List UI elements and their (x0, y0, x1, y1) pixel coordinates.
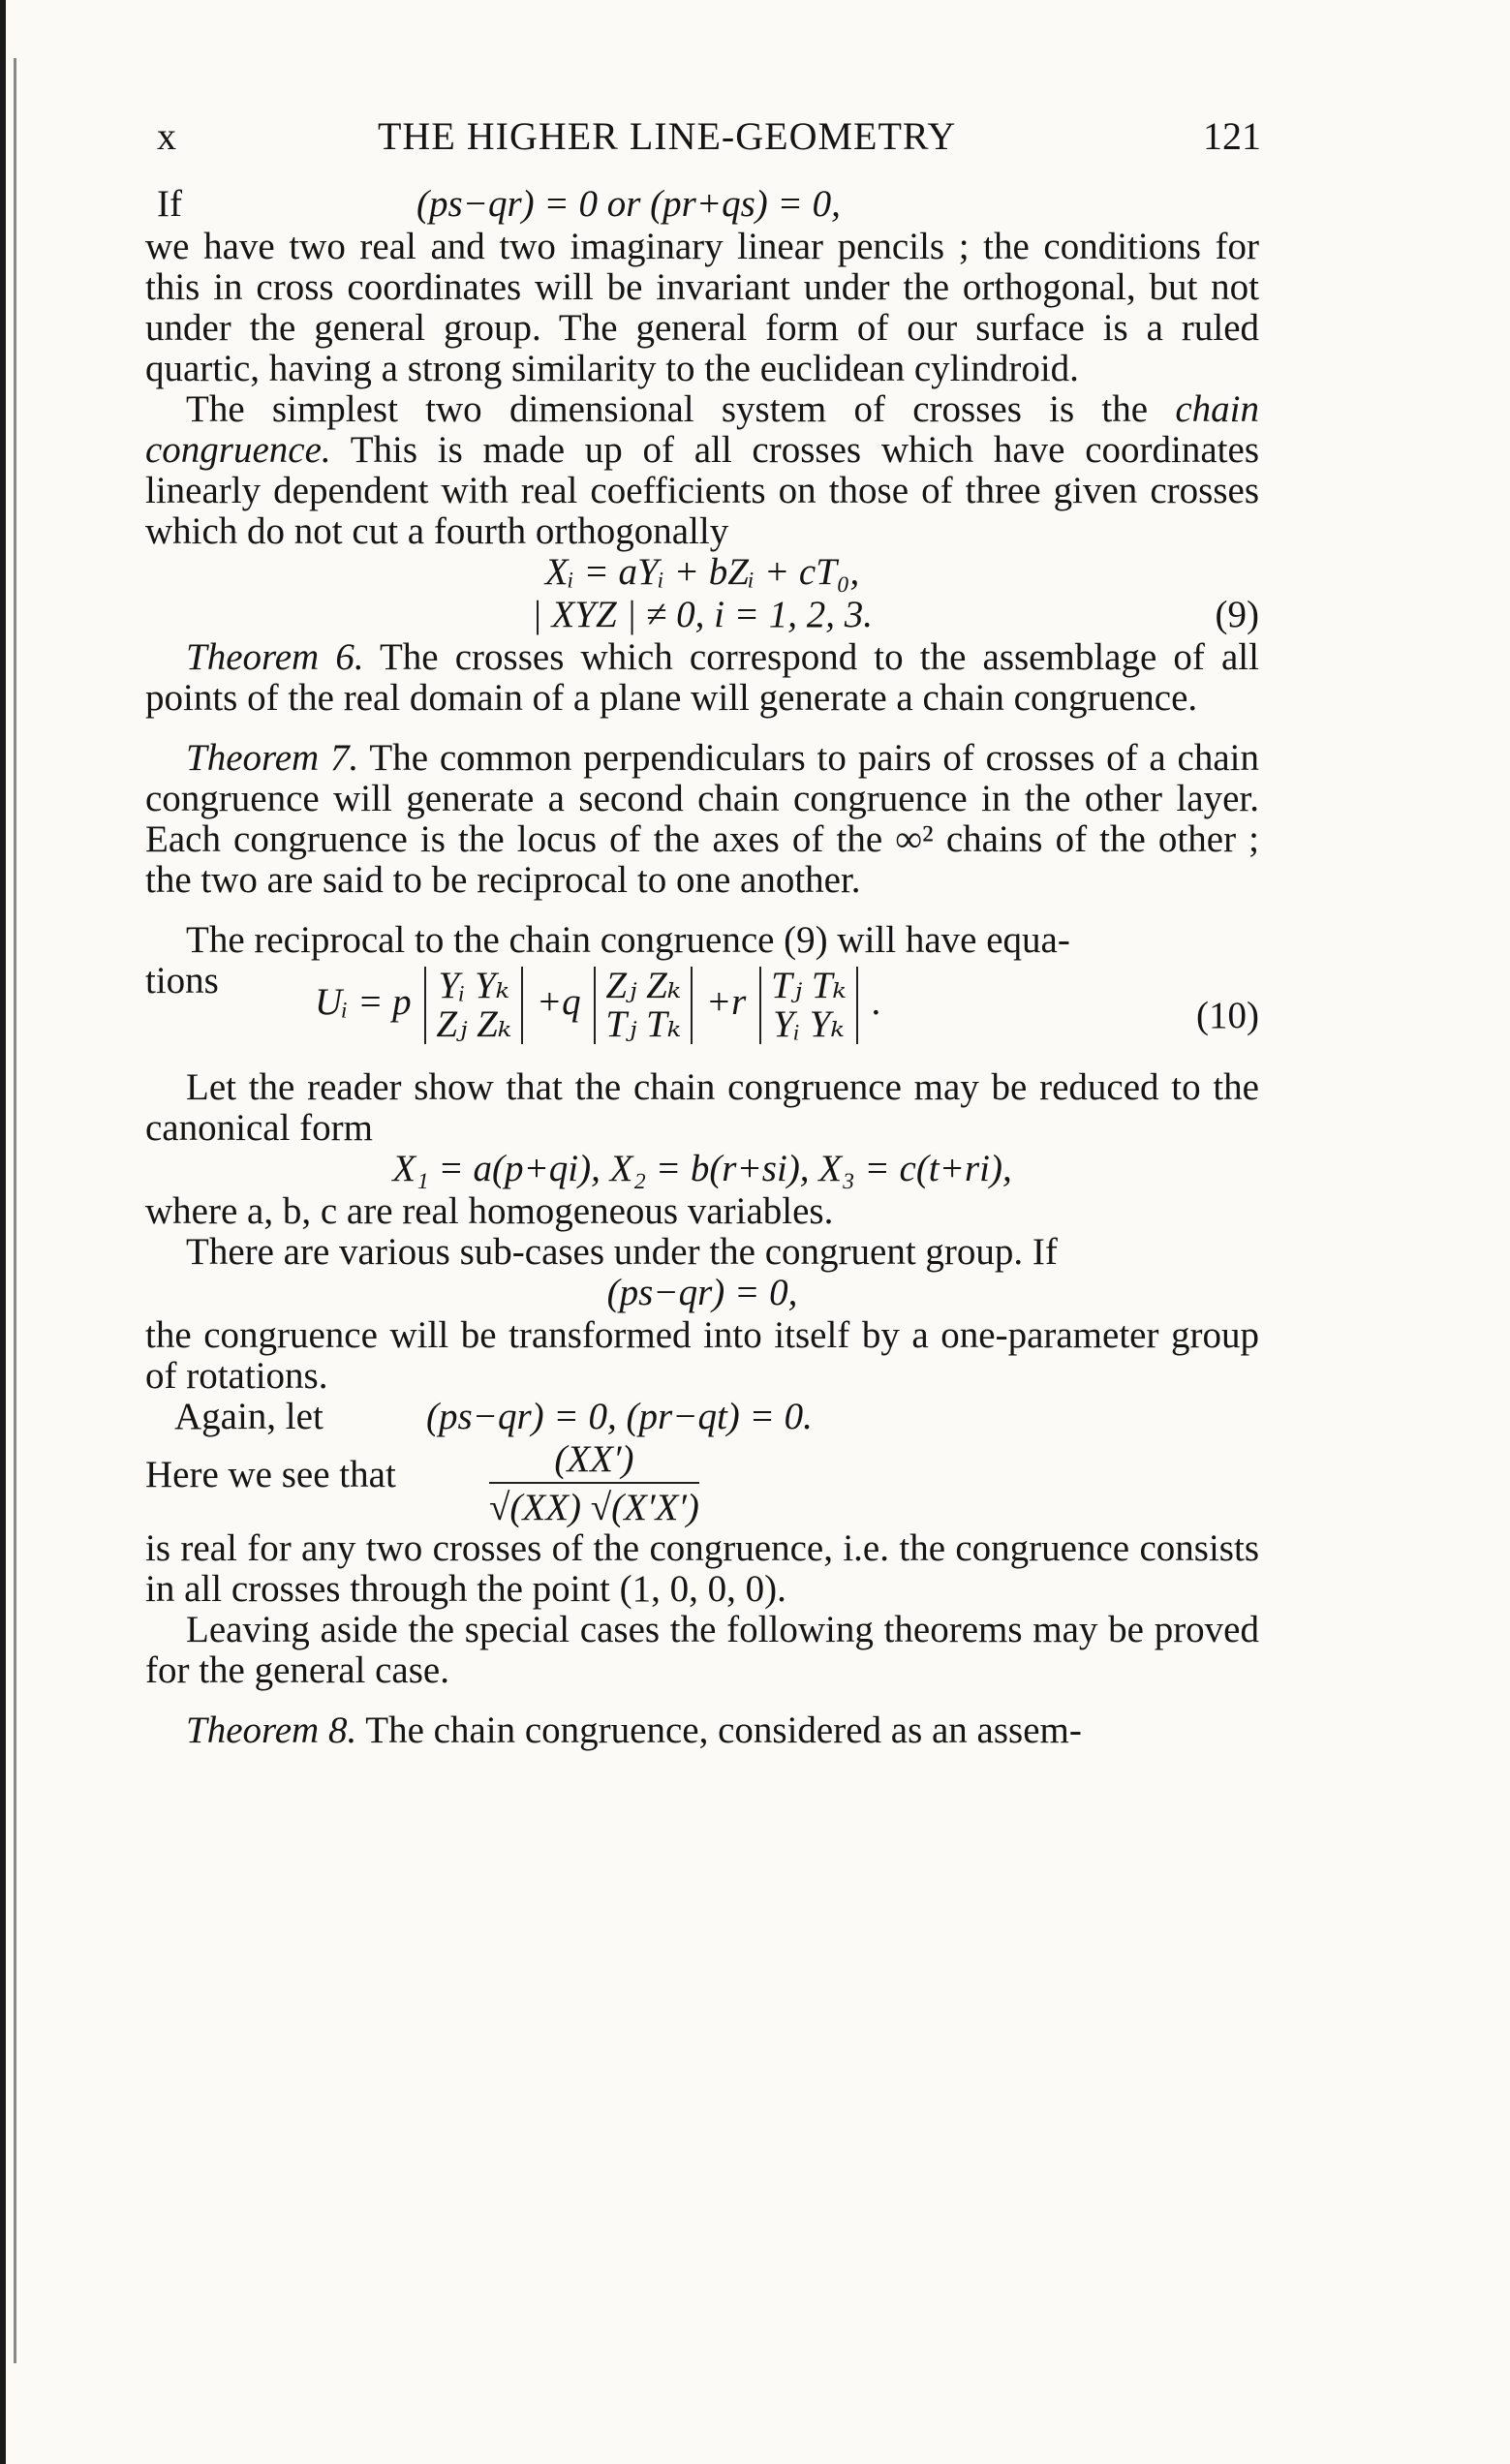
paragraph: Let the reader show that the chain congruence may be reduced to the canonical form (145, 1066, 1259, 1149)
text: Here we see that (145, 1454, 396, 1495)
equation (315, 967, 880, 1044)
equation-number: (10) (1196, 995, 1259, 1036)
det-row: Zⱼ Zₖ (436, 1003, 512, 1045)
running-header (145, 116, 1259, 184)
paragraph: the congruence will be transformed into itself by a one-parameter group of rotations. (145, 1314, 1259, 1397)
if-label: If (157, 183, 182, 225)
det-row: Tⱼ Tₖ (771, 965, 847, 1006)
theorem-text: The crosses which correspond to the assemblage of all points of the real domain of a plane will generate a chain congruence. (145, 636, 1259, 719)
equation: (ps−qr) = 0, (606, 1272, 798, 1313)
text: Again, let (174, 1396, 324, 1437)
again-line (145, 1397, 1259, 1439)
determinant (759, 967, 858, 1044)
paragraph: Leaving aside the special cases the following theorems may be proved for the general case. (145, 1609, 1259, 1691)
paragraph: The reciprocal to the chain congruence (9) will have equa- (186, 919, 1070, 961)
equation: | XYZ | ≠ 0, i = 1, 2, 3. (532, 594, 873, 635)
paragraph: we have two real and two imaginary linear pencils ; the conditions for this in cross coordinates will be invariant under the orthogonal, but not under the general group. The general form of our surface is a ruled quartic, having a strong similarity to the euclidean cylindroid. (145, 226, 1259, 389)
fraction-line (145, 1439, 1259, 1528)
paragraph: is real for any two crosses of the congruence, i.e. the congruence consists in all crosses through the point (1, 0, 0, 0). (145, 1527, 1259, 1610)
if-line (145, 184, 1259, 227)
determinant (424, 967, 523, 1044)
theorem-7 (145, 738, 1259, 901)
paragraph: where a, b, c are real homogeneous variables. (145, 1190, 834, 1232)
text: The simplest two dimensional system of crosses is the (186, 388, 1176, 430)
italic-term: chain congruence. (145, 388, 1259, 471)
equation-9-line2 (145, 595, 1259, 637)
operator: +q (536, 980, 581, 1023)
equation: (ps−qr) = 0, (pr−qt) = 0. (426, 1396, 813, 1437)
page-edge-shadow (14, 58, 16, 2363)
if-equation: (ps−qr) = 0 or (pr+qs) = 0, (416, 183, 841, 225)
paragraph-chain-congruence (145, 389, 1259, 552)
paragraph: There are various sub-cases under the congruent group. If (186, 1231, 1058, 1273)
page-edge (0, 0, 6, 2464)
theorem-label: Theorem 8. (186, 1709, 357, 1751)
fraction (489, 1439, 699, 1528)
det-row: Zⱼ Zₖ (605, 965, 682, 1006)
det-row: Yᵢ Yₖ (438, 965, 509, 1006)
numerator: (XX′) (489, 1439, 699, 1484)
equation-number: (9) (1215, 594, 1259, 635)
theorem-text: The common perpendiculars to pairs of crosses of a chain congruence will generate a second chain congruence in the other layer. Each congruence is the locus of the axes of the ∞² chains of the other ; the two are said to be reciprocal to one another. (145, 737, 1259, 901)
page-content (145, 116, 1259, 1751)
running-title: THE HIGHER LINE-GEOMETRY (378, 114, 957, 158)
text: tions (145, 960, 219, 1001)
equation-10 (145, 961, 1259, 1067)
det-row: Tⱼ Tₖ (605, 1003, 682, 1045)
theorem-6 (145, 637, 1259, 719)
equation: Xᵢ = aYᵢ + bZᵢ + cT₀, (544, 551, 860, 593)
text: This is made up of all crosses which have coordinates linearly dependent with real coefficients on those of three given crosses which do not cut a fourth orthogonally (145, 429, 1259, 552)
equation-psqr (145, 1273, 1259, 1315)
theorem-8 (145, 1710, 1259, 1751)
page-number: 121 (1203, 114, 1261, 158)
operator: +r (705, 980, 747, 1023)
period: . (871, 980, 881, 1023)
denominator: √(XX) √(X′X′) (489, 1487, 699, 1528)
equation: X₁ = a(p+qi), X₂ = b(r+si), X₃ = c(t+ri), (392, 1148, 1012, 1189)
section-number: x (157, 114, 176, 158)
canonical-form (145, 1149, 1259, 1191)
equation-9-line1 (145, 552, 1259, 595)
determinant (594, 967, 693, 1044)
equation-lhs: Uᵢ = p (315, 980, 412, 1023)
theorem-text: The chain congruence, considered as an assem- (356, 1709, 1082, 1751)
det-row: Yᵢ Yₖ (773, 1003, 845, 1045)
theorem-label: Theorem 7. (186, 737, 359, 779)
theorem-label: Theorem 6. (186, 636, 364, 678)
